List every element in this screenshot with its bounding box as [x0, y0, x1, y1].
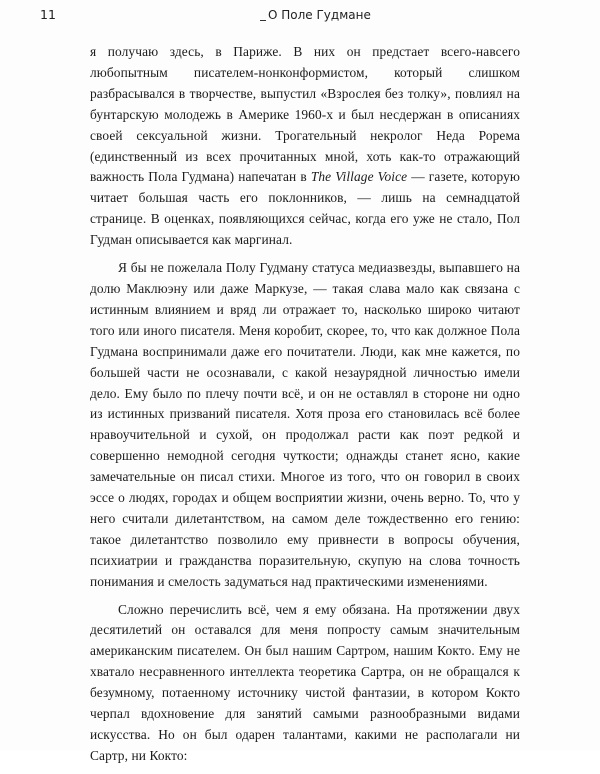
newspaper-title: The Village Voice	[310, 169, 408, 185]
page-number: 11	[40, 7, 56, 22]
paragraph-text: — газете, которую читает большая часть его поклонников, — лишь на семнадцатой странице. В оценках, появляющихся сейчас, когда его уже не стало, Пол Гудман описывается как маргинал.	[90, 169, 520, 248]
running-head	[260, 8, 371, 22]
paragraph-text: я получаю здесь, в Париже. В них он предстает всего-навсего любопытным писателем-нонконформистом, который слишком разбрасывался в творчестве, выпустил «Взрослея без толку», повлиял на бунтарскую молодежь в Америке 1960-х и был несдержан в описаниях своей сексуальной жизни. Трогательный некролог Неда Рорема (единственный из всех прочитанных мной, хоть как-то отражающий важность Пола Гудмана) напечатан в	[90, 44, 520, 185]
running-head-dash	[260, 20, 266, 21]
body-text	[90, 42, 520, 774]
page-header	[40, 7, 560, 27]
paragraph: Сложно перечислить всё, чем я ему обязана. На протяжении двух десятилетий он оставался для меня попросту самым значительным американским писателем. Он был нашим Сартром, нашим Кокто. Ему не хватало несравненного интеллекта теоретика Сартра, он не обращался к безумному, потаенному источнику чистой фантазии, в котором Кокто черпал вдохновение для занятий самыми разнообразными видами искусства. Но он был одарен талантами, какими не располагали ни Сартр, ни Кокто:	[90, 601, 520, 763]
paragraph: Я бы не пожелала Полу Гудману статуса медиазвезды, выпавшего на долю Маклюэну или даже Маркузе, — такая слава мало как связана с истинным влиянием и вряд ли отражает то, насколько широко читают того или иного писателя. Меня коробит, скорее, то, что как должное Пола Гудмана воспринимали даже его почитатели. Люди, как мне кажется, по большей части не осознавали, с какой незаурядной личностью имели дело. Ему было по плечу почти всё, и он не оставлял в стороне ни одно из истинных призваний писателя. Хотя проза его становилась всё более нравоучительной и сухой, он продолжал расти как поэт редкой и совершенно немодной сегодня чуткости; однажды станет ясно, какие замечательные он писал стихи. Многое из того, что он говорил в своих эссе о людях, городах и общем восприятии жизни, очень верно. То, что у него считали дилетантством, на самом деле тождественно его гению: такое дилетантство позволило ему привнести в вопросы обучения, психиатрии и гражданства поразительную, скупую на слова точность понимания и смелость задуматься над практическими изменениями.	[90, 260, 520, 589]
paragraph	[90, 42, 520, 251]
running-head-title: О Поле Гудмане	[268, 8, 371, 22]
